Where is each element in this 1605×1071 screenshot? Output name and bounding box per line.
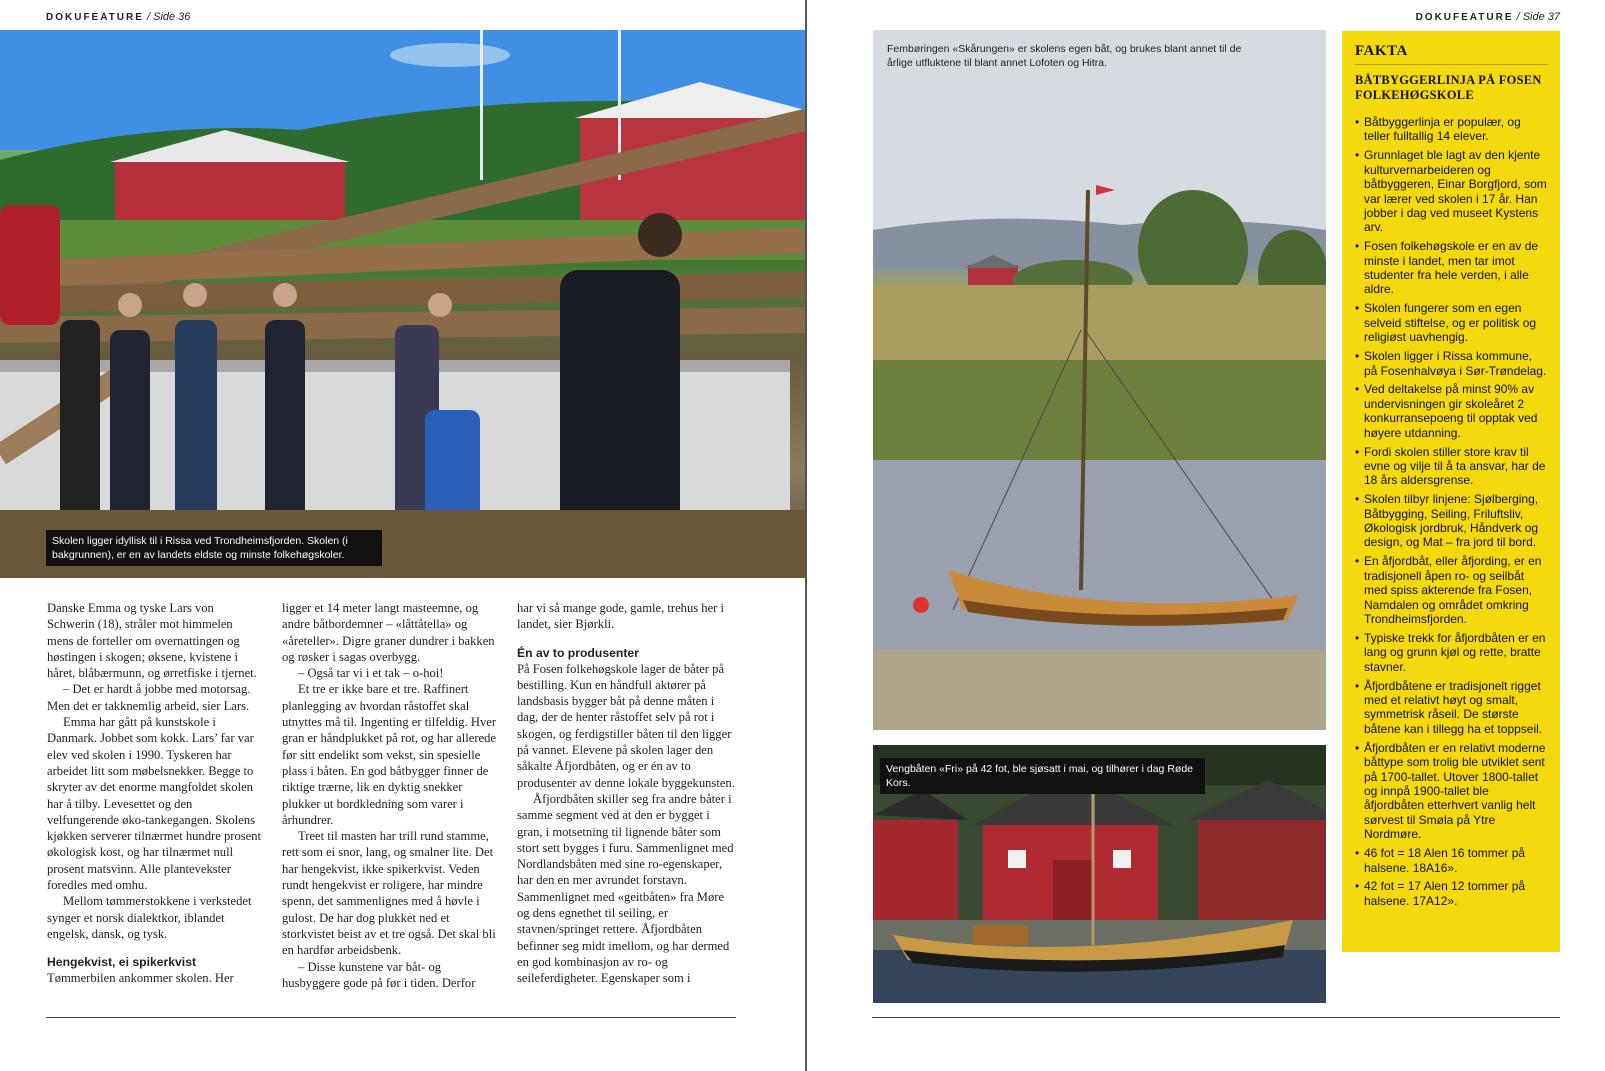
article-column-1 — [47, 600, 262, 987]
fact-item: • Fosen folkehøgskole er en av de minste i landet, men tar imot studenter fra hele verden, i alle aldre. — [1355, 239, 1548, 297]
page-number: / Side 37 — [1516, 11, 1560, 23]
paragraph: ligger et 14 meter langt masteemne, og andre båtbordemner – «låttåtella» og «åreteller». Digre graner dundrer i bakken og røsker i sagas overbygg. — [282, 601, 495, 664]
paragraph: Emma har gått på kunstskole i Danmark. Jobbet som kokk. Lars’ far var elev ved skolen i 1990. Tyskeren har arbeidet litt som møbelsnekker. Begge to skryter av det enorme mangfoldet skolen har å tilby. Levesettet og den velfungerende øko-tankegangen. Skolens kjøkken serverer tilnærmet hundre prosent økologisk kost, og har tilnærmet null prosent matsvinn. Alle plantevekster foredles med omhu. — [47, 715, 262, 893]
magazine-section-label: DOKUFEATURE — [46, 12, 144, 23]
fact-item: • En åfjordbåt, eller åfjording, er en tradisjonell åpen ro- og seilbåt med spiss akterende fra Fosen, Namdalen og området omkring Trondheimsfjorden. — [1355, 554, 1548, 626]
fact-item: • Grunnlaget ble lagt av den kjente kulturvernarbeideren og båtbyggeren, Einar Borgfjord, som var lærer ved skolen i 17 år. Han jobber i dag ved museet Kystens arv. — [1355, 148, 1548, 234]
photo-caption: Vengbåten «Fri» på 42 fot, ble sjøsatt i mai, og tilhører i dag Røde Kors. — [880, 758, 1205, 794]
fact-item: • Skolen ligger i Rissa kommune, på Fosenhalvøya i Sør-Trøndelag. — [1355, 349, 1548, 378]
paragraph: Åfjordbåten skiller seg fra andre båter i samme segment ved at den er bygget i gran, i motsetning til lignende båter som stort sett bygges i furu. Sammenlignet med Nordlandsbåten med sine ro-egenskaper, har den en mer avrundet forstavn. Sammenlignet med «geitbåten» fra Møre og dens egnethet til seiling, er stavnen/springet rettere. Åfjordbåten befinner seg midt imellom, og har dermed en god kombinasjon av ro- og seileferdigheter. Egenskaper som i — [517, 791, 734, 986]
paragraph: Tømmerbilen ankommer skolen. Her — [47, 971, 234, 986]
paragraph: – Det er hardt å jobbe med motorsag. Men det er takknemlig arbeid, sier Lars. — [47, 682, 251, 713]
subheading: Hengekvist, ei spikerkvist — [47, 955, 197, 970]
fact-item: • Åfjordbåtene er tradisjonelt rigget med et relativt høyt og smalt, symmetrisk råseil. De største båtene kan i tillegg ha et toppseil. — [1355, 679, 1548, 737]
article-column-2 — [282, 600, 497, 991]
fact-item: • Åfjordbåten er en relativt moderne båttype som trolig ble utviklet sent på 1700-tallet. Utover 1800-tallet og innpå 1900-tallet ble åfjordbåten etterhvert vanlig helt sørvest til Smøla på Ytre Nordmøre. — [1355, 741, 1548, 842]
bottom-rule — [872, 1017, 1560, 1018]
paragraph: Treet til masten har trill rund stamme, rett som ei snor, lang, og smalner lite. Det har hengekvist, ikke spikerkvist. Veden rundt hengekvist er roligere, har mindre spenn, det sammenlignes med å høvle i gulost. De har dog plukket ned et storkvistet beist av et tre også. Det skal bli en hardfør arbeidsbenk. — [282, 829, 496, 958]
fact-item: • Fordi skolen stiller store krav til evne og vilje til å ta ansvar, har de 18 års aldersgrense. — [1355, 445, 1548, 488]
photo-caption: Skolen ligger idyllisk til i Rissa ved Trondheimsfjorden. Skolen (i bakgrunnen), er en av landets eldste og minste folkehøgskoler. — [46, 530, 382, 566]
paragraph: Et tre er ikke bare et tre. Raffinert planlegging av hvordan råstoffet skal utnyttes må til. Ingenting er tilfeldig. Hver gran er håndplukket på rot, og har allerede før sitt endelikt som vekst, sin spesielle plass i båten. En god båtbygger finner de riktige trærne, lik en dyktig snekker plukker ut bordkledning som varer i århundrer. — [282, 682, 497, 827]
subheading: Én av to produsenter — [517, 645, 639, 660]
photo-illustration — [873, 30, 1326, 730]
paragraph: – Også tar vi i et tak – o-hoi! — [298, 666, 444, 681]
students-lifting-logs-photo — [0, 30, 805, 578]
bottom-rule — [46, 1017, 736, 1018]
page-header-left — [46, 11, 190, 23]
page-header-right — [1416, 11, 1560, 23]
fact-item: • Båtbyggerlinja er populær, og teller fulltallig 14 elever. — [1355, 115, 1548, 144]
sailboat-skarungen-photo — [873, 30, 1326, 730]
fact-item: • Typiske trekk for åfjordbåten er en lang og grunn kjøl og rette, bratte stavner. — [1355, 631, 1548, 674]
magazine-section-label: DOKUFEATURE — [1415, 12, 1514, 23]
fact-item: • 42 fot = 17 Alen 12 tommer på halsene. 17A12». — [1355, 879, 1548, 908]
photo-illustration — [0, 30, 805, 578]
fact-item: • Ved deltakelse på minst 90% av undervisningen gir skoleåret 2 konkurransepoeng til opptak ved høyere utdanning. — [1355, 382, 1548, 440]
paragraph: – Disse kunstene var båt- og husbyggere gode på før i tiden. Derfor — [282, 959, 476, 990]
fact-item: • 46 fot = 18 Alen 16 tommer på halsene. 18A16». — [1355, 846, 1548, 875]
fact-box — [1342, 31, 1560, 952]
page-number: / Side 36 — [147, 11, 191, 23]
paragraph: Danske Emma og tyske Lars von Schwerin (18), stråler mot himmelen mens de forteller om overnattingen og høstingen i skogen; øksene, kvistene i håret, blåbærmunn, og ørretfiske i tjernet. — [47, 601, 257, 681]
paragraph: har vi så mange gode, gamle, trehus her i landet, sier Bjørkli. — [517, 601, 725, 632]
fact-box-title: FAKTA — [1355, 43, 1548, 65]
photo-caption: Fembøringen «Skårungen» er skolens egen båt, og brukes blant annet til de årlige utfluktene til blant annet Lofoten og Hitra. — [887, 43, 1242, 69]
fact-item: • Skolen fungerer som en egen selveid stiftelse, og er politisk og religiøst uavhengig. — [1355, 301, 1548, 344]
paragraph: Mellom tømmerstokkene i verkstedet synger et norsk dialektkor, iblandet engelsk, dansk, og tysk. — [47, 894, 252, 941]
article-column-3 — [517, 600, 735, 987]
paragraph: På Fosen folkehøgskole lager de båter på bestilling. Kun en håndfull aktører på landsbasis bygger båt på denne måten i dag, der de henter råstoffet selv på rot i skogen, og ferdigstiller båten til den ligger på vannet. Elevene på skolen lager den såkalte Åfjordbåten, og er én av to produsenter av denne lokale byggekunsten. — [517, 661, 735, 790]
fact-box-subtitle: BÅTBYGGERLINJA PÅ FOSEN FOLKEHØGSKOLE — [1355, 73, 1542, 102]
fact-item: • Skolen tilbyr linjene: Sjølberging, Båtbygging, Seiling, Friluftsliv, Økologisk jordbruk, Håndverk og design, og Mat – fra jord til bord. — [1355, 492, 1548, 550]
fact-list — [1355, 115, 1548, 908]
